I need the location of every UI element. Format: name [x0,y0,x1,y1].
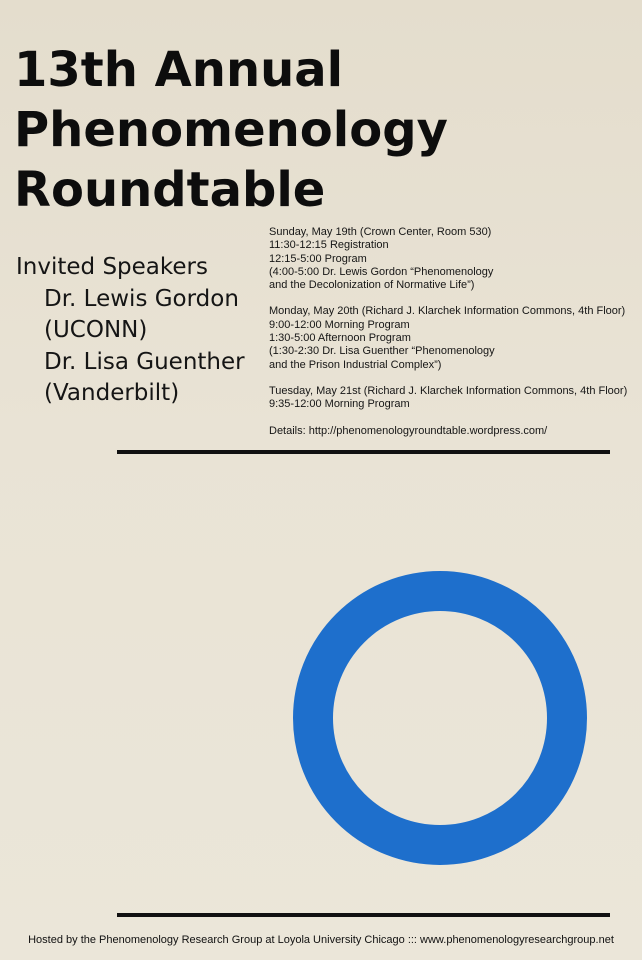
footer-credit: Hosted by the Phenomenology Research Group at Loyola University Chicago ::: www.phenomenologyresearchgroup.net [28,934,614,946]
speaker-affiliation-1: (UCONN) [44,317,148,343]
schedule-line: 12:15-5:00 Program [269,252,367,265]
schedule-line: (4:00-5:00 Dr. Lewis Gordon “Phenomenology [269,265,494,278]
day-heading: Monday, May 20th (Richard J. Klarchek Information Commons, 4th Floor) [269,305,626,318]
speaker-affiliation-2: (Vanderbilt) [44,380,180,406]
day-heading: Sunday, May 19th (Crown Center, Room 530) [269,226,492,238]
ring-circle [313,591,567,845]
poster-title [14,40,448,220]
schedule-line: 11:30-12:15 Registration [269,239,389,252]
invited-speakers [16,252,245,410]
speaker-name-2: Dr. Lisa Guenther [44,348,245,375]
blue-ring-graphic [292,570,588,866]
title-line-1: 13th Annual [14,42,344,98]
bottom-rule-divider [117,913,610,917]
schedule-day-sunday [269,226,639,292]
title-line-3: Roundtable [14,162,326,218]
speakers-heading: Invited Speakers [16,254,208,280]
details-link[interactable]: Details: http://phenomenologyroundtable.wordpress.com/ [269,424,548,437]
speaker-name-1: Dr. Lewis Gordon [44,285,239,312]
top-rule-divider [117,450,610,454]
schedule-line: (1:30-2:30 Dr. Lisa Guenther “Phenomenology [269,345,495,358]
schedule-line: 1:30-5:00 Afternoon Program [269,332,411,345]
schedule-day-monday [269,305,639,371]
schedule-line: 9:00-12:00 Morning Program [269,318,410,331]
schedule-line: and the Prison Industrial Complex”) [269,358,442,371]
schedule-day-tuesday [269,385,639,412]
day-heading: Tuesday, May 21st (Richard J. Klarchek Information Commons, 4th Floor) [269,384,628,397]
schedule [269,226,639,438]
title-line-2: Phenomenology [14,102,448,158]
schedule-line: and the Decolonization of Normative Life”) [269,279,475,292]
schedule-line: 9:35-12:00 Morning Program [269,398,410,411]
